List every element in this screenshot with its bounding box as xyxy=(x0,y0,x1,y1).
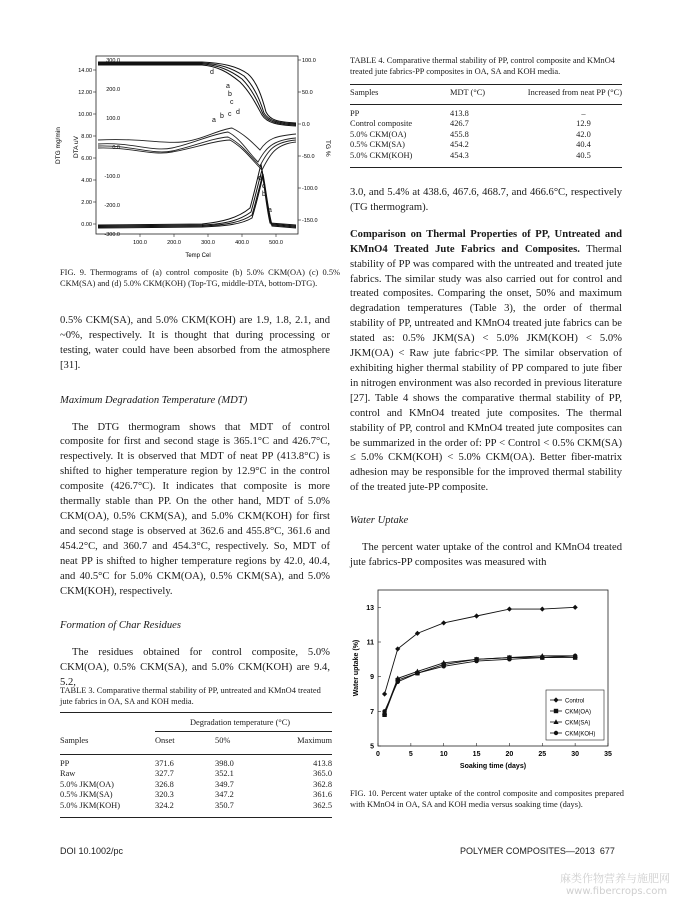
table4-cell: 455.8 xyxy=(450,129,469,139)
table3-cell: 326.8 xyxy=(155,779,174,789)
data-point xyxy=(396,680,400,684)
table3-mid-rule xyxy=(60,754,332,755)
fig9-y-mid-label: DTA uV xyxy=(73,136,80,158)
data-point xyxy=(442,664,446,668)
fig10-x-axis-label: Soaking time (days) xyxy=(459,763,527,770)
fig9-curve-letter: a xyxy=(226,83,230,90)
data-point xyxy=(507,606,512,611)
table3-group-header: Degradation temperature (°C) xyxy=(190,718,291,727)
fig9-curve-letter: d xyxy=(210,69,214,76)
fig9-mid-tick-label: 100.0 xyxy=(106,116,120,122)
fig9-mid-tick-label: -200.0 xyxy=(104,203,120,209)
fig10-chart xyxy=(346,578,626,788)
data-point xyxy=(554,731,558,735)
fig10-y-tick-label: 9 xyxy=(370,674,374,682)
fig9-left-tick-label: 4.00 xyxy=(81,178,92,184)
table-row xyxy=(350,130,622,140)
table-row xyxy=(60,801,332,811)
right-para-3: The percent water uptake of the control and KMnO4 treated jute fabrics-PP composites was measured with xyxy=(350,542,622,568)
table4-cell: 413.8 xyxy=(450,109,469,118)
fig9-left-tick-label: 14.00 xyxy=(78,68,92,74)
fig9-x-tick-label: 200.0 xyxy=(167,240,181,246)
table3-cell: PP xyxy=(60,759,70,768)
right-column xyxy=(350,186,622,571)
legend-label: CKM(SA) xyxy=(565,720,591,727)
footer-journal-name: POLYMER COMPOSITES—2013 xyxy=(460,846,595,856)
heading-water-uptake: Water Uptake xyxy=(350,515,409,527)
table3-body xyxy=(60,759,332,811)
data-point xyxy=(474,613,479,618)
table4-cell: 42.0 xyxy=(576,129,591,139)
table3-cell: 350.7 xyxy=(215,800,234,810)
table3-cell: 352.1 xyxy=(215,769,234,779)
fig10-x-tick-label: 25 xyxy=(538,751,547,758)
data-point xyxy=(415,671,419,675)
data-point xyxy=(540,655,544,659)
table4-cell: PP xyxy=(350,109,360,118)
fig9-left-tick-label: 0.00 xyxy=(81,222,92,228)
data-point xyxy=(441,620,446,625)
table3 xyxy=(60,736,332,746)
fig9-thermogram xyxy=(52,52,332,264)
table-row xyxy=(60,769,332,779)
table3-cell: 398.0 xyxy=(215,759,234,768)
table4-cell: 0.5% CKM(SA) xyxy=(350,140,405,150)
table3-cell: 349.7 xyxy=(215,779,234,789)
legend-label: CKM(OA) xyxy=(565,709,591,716)
table-row xyxy=(60,780,332,790)
fig9-curve-letter: b xyxy=(228,91,232,98)
fig9-curve-letter: c xyxy=(262,183,266,190)
table-row xyxy=(350,151,622,161)
data-point xyxy=(540,606,545,611)
fig10-x-tick-label: 20 xyxy=(505,751,514,758)
series-control xyxy=(382,605,578,697)
table4-header: Increased from neat PP (°C) xyxy=(527,88,622,97)
table3-cell: 324.2 xyxy=(155,800,174,810)
footer-page: 677 xyxy=(599,846,615,856)
fig9-left-tick-label: 10.00 xyxy=(78,112,92,118)
fig9-mid-tick-label: -300.0 xyxy=(104,232,120,238)
data-point xyxy=(474,659,478,663)
footer-doi: DOI 10.1002/pc xyxy=(60,846,124,856)
table3-bottom-rule xyxy=(60,817,332,818)
table3-cell: Raw xyxy=(60,769,76,779)
fig10-y-tick-label: 5 xyxy=(370,743,374,751)
fig9-left-tick-label: 2.00 xyxy=(81,200,92,206)
legend-label: Control xyxy=(565,698,585,705)
table3-cell: 5.0% JKM(KOH) xyxy=(60,800,121,810)
fig9-curve-letter: d xyxy=(236,109,240,116)
legend-label: CKM(KOH) xyxy=(565,731,596,738)
table-row xyxy=(350,140,622,150)
fig10 xyxy=(346,578,626,788)
fig9-right-tick-label: -150.0 xyxy=(302,218,318,224)
fig10-x-tick-label: 10 xyxy=(439,751,448,758)
table3-cell: 365.0 xyxy=(313,769,332,779)
fig9-left-tick-label: 8.00 xyxy=(81,134,92,140)
series-line xyxy=(385,607,576,694)
watermark-url: www.fibercrops.com xyxy=(566,886,668,897)
footer-journal xyxy=(460,846,615,856)
table3-group-rule xyxy=(155,731,332,732)
fig10-x-tick-label: 5 xyxy=(408,751,413,758)
fig9-curve-letter: a xyxy=(268,207,272,214)
table-row xyxy=(60,790,332,800)
table4-cell: Control composite xyxy=(350,119,413,129)
table3-header: Maximum xyxy=(297,736,332,745)
data-point xyxy=(507,657,511,661)
table3-header: Onset xyxy=(155,736,175,745)
watermark-cn: 麻类作物营养与施肥网 xyxy=(560,872,670,885)
left-para-1: 0.5% CKM(SA), and 5.0% CKM(KOH) are 1.9, 1.8, 2.1, and ~0%, respectively. It is thought that during processing or testing, water could have been absorbed from the atmosphere [31]. xyxy=(60,315,330,371)
table4 xyxy=(350,88,622,98)
heading-comparison: Comparison on Thermal Properties of PP, Untreated and KMnO4 Treated Jute Fabrics and Composites. xyxy=(350,228,622,255)
table-row xyxy=(350,109,622,119)
data-point xyxy=(382,691,387,696)
left-para-3: The residues obtained for control composite, 5.0% CKM(OA), 0.5% CKM(SA), and 5.0% CKM(KOH) are 9.4, 5.2, xyxy=(60,647,330,689)
table3-header-row xyxy=(60,736,332,746)
fig10-caption: FIG. 10. Percent water uptake of the control composite and composites prepared with KMnO4 in OA, SA and KOH media versus soaking time (days). xyxy=(350,789,624,810)
table3-cell: 362.5 xyxy=(313,800,332,810)
table4-cell: 12.9 xyxy=(576,119,591,129)
table4-cell: 5.0% CKM(KOH) xyxy=(350,150,413,160)
table4-cell: – xyxy=(581,109,586,118)
fig10-y-tick-label: 11 xyxy=(366,639,374,647)
table4-cell: 40.5 xyxy=(576,150,591,160)
data-point xyxy=(573,605,578,610)
table3-header: 50% xyxy=(215,736,231,745)
fig9-left-ticks xyxy=(78,68,96,228)
table4-top-rule xyxy=(350,84,622,85)
table3-cell: 362.8 xyxy=(313,779,332,789)
table3-cell: 320.3 xyxy=(155,790,174,800)
table3-top-rule xyxy=(60,712,332,713)
fig9-right-tick-label: -50.0 xyxy=(302,154,315,160)
table4-mid-rule xyxy=(350,104,622,105)
fig9-right-tick-label: 0.0 xyxy=(302,122,310,128)
fig10-x-tick-label: 30 xyxy=(571,751,580,758)
left-para-2: The DTG thermogram shows that MDT of control composite for first and second stage is 365.1°C and 426.7°C, respectively. It is observed that MDT of neat PP (413.8°C) is shifted to higher temperature region by 12.9°C in the control composite (426.7°C). It indicates that composite is more thermally stable than PP. On the other hand, MDT of 5.0% CKM(OA), 0.5% CKM(SA), and 5.0% CKM(KOH) for first and second stage is observed at 362.6 and 455.8°C, 361.6 and 454.2°C, and 360.7 and 454.3°C, respectively. So, MDT of neat PP is shifted to higher temperature regions by 42.0, 40.4, and 40.5°C for 5.0% CKM(OA), 0.5% CKM(SA), and 5.0% CKM(KOH), respectively. xyxy=(60,421,330,597)
table4-cell: 426.7 xyxy=(450,119,469,129)
table4-cell: 454.3 xyxy=(450,150,469,160)
heading-mdt: Maximum Degradation Temperature (MDT) xyxy=(60,394,248,406)
fig10-y-tick-label: 13 xyxy=(366,604,374,612)
table4-header: Samples xyxy=(350,88,379,97)
fig9-curve-letter: d xyxy=(258,175,262,182)
table4-header-row xyxy=(350,88,622,98)
table4-body xyxy=(350,109,622,161)
data-point xyxy=(382,709,386,713)
table4-bottom-rule xyxy=(350,167,622,168)
data-point xyxy=(573,654,577,658)
fig9-right-tick-label: -100.0 xyxy=(302,186,318,192)
table4-caption: TABLE 4. Comparative thermal stability of PP, control composite and KMnO4 treated jute fabrics-PP composites in OA, SA and KOH media. xyxy=(350,56,615,76)
table3-caption: TABLE 3. Comparative thermal stability of PP, untreated and KMnO4 treated jute fabrics in OA, SA and KOH media. xyxy=(60,686,321,706)
fig9-x-label: Temp Cel xyxy=(185,253,211,259)
fig9-y-left-label: DTG mg/min xyxy=(55,127,62,164)
right-para-2-block xyxy=(350,228,622,496)
fig9-left-tick-label: 6.00 xyxy=(81,156,92,162)
heading-char-residues: Formation of Char Residues xyxy=(60,620,181,632)
table3-cell: 371.6 xyxy=(155,759,174,768)
table3-cell: 5.0% JKM(OA) xyxy=(60,779,114,789)
fig9-mid-tick-label: 300.0 xyxy=(106,58,120,64)
fig9 xyxy=(52,52,332,264)
table3-header: Samples xyxy=(60,736,89,745)
table4-header: MDT (°C) xyxy=(450,88,486,97)
table3-cell: 0.5% JKM(SA) xyxy=(60,790,113,800)
fig10-x-tick-label: 35 xyxy=(604,751,612,758)
table3-cell: 361.6 xyxy=(313,790,332,800)
fig9-x-ticks xyxy=(133,234,283,246)
fig9-y-right-label: TG % xyxy=(324,140,331,157)
fig9-mid-tick-label: -100.0 xyxy=(104,174,120,180)
table3-cell: 413.8 xyxy=(313,759,332,768)
fig9-right-tick-label: 50.0 xyxy=(302,90,313,96)
fig9-curve-letter: a xyxy=(212,117,216,124)
right-para-1: 3.0, and 5.4% at 438.6, 467.6, 468.7, and 466.6°C, respectively (TG thermogram). xyxy=(350,187,622,213)
fig9-right-ticks xyxy=(298,58,318,224)
table4-cell: 454.2 xyxy=(450,140,469,150)
fig9-x-tick-label: 300.0 xyxy=(201,240,215,246)
data-point xyxy=(554,709,558,713)
fig9-right-tick-label: 100.0 xyxy=(302,58,316,64)
table3-cell: 347.2 xyxy=(215,790,234,800)
right-para-2: Thermal stability of PP was compared with the untreated and treated jute fabrics. The similar study was also carried out for control and treated composites. Comparing the onset, 50% and maximum degradation temperatures (Table 3), the order of thermal stability of PP, untreated and KMnO4 treated jute fabrics can be stated as: 0.5% JKM(SA) < 5.0% JKM(KOH) < 5.0% JKM(OA) < Raw jute fabric<PP. The similar observation of exhibiting higher thermal stability of PP compared to jute fiber in nitrogen environment was also recorded in previous literature [27]. Table 4 shows the comparative thermal stability of PP, control and KMnO4 treated jute composites. The thermal stability of PP, control and KMnO4 treated jute composites can be summarized in the order of: PP < Control < 0.5% CKM(SA) ≤ 5.0% CKM(KOH) < 5.0% CKM(OA). Better fiber-matrix adhesion may be responsible for the improved thermal stability of the treated jute-PP composite. xyxy=(350,243,622,494)
fig9-left-tick-label: 12.00 xyxy=(78,90,92,96)
fig10-y-axis-label: Water uptake (%) xyxy=(353,639,360,697)
fig9-x-tick-label: 500.0 xyxy=(269,240,283,246)
fig10-legend xyxy=(546,690,604,740)
table-row xyxy=(350,119,622,129)
fig9-curve-letter: b xyxy=(262,191,266,198)
table-row xyxy=(60,759,332,769)
left-column xyxy=(60,314,330,691)
fig9-x-tick-label: 100.0 xyxy=(133,240,147,246)
fig9-x-tick-label: 400.0 xyxy=(235,240,249,246)
fig10-y-tick-label: 7 xyxy=(370,708,374,716)
fig10-x-tick-label: 15 xyxy=(472,751,481,758)
fig9-curve-letter: b xyxy=(220,113,224,120)
fig9-curve-letter: c xyxy=(230,99,234,106)
fig9-mid-tick-label: 0.0 xyxy=(112,145,120,151)
fig9-curve-letter: c xyxy=(228,111,232,118)
fig10-x-tick-label: 0 xyxy=(376,751,380,758)
table4-cell: 5.0% CKM(OA) xyxy=(350,129,407,139)
fig9-caption: FIG. 9. Thermograms of (a) control composite (b) 5.0% CKM(OA) (c) 0.5% CKM(SA) and (d) 5.0% CKM(KOH) (Top-TG, middle-DTA, bottom-DTG). xyxy=(60,268,340,289)
table4-cell: 40.4 xyxy=(576,140,591,150)
fig9-mid-tick-label: 200.0 xyxy=(106,87,120,93)
table3-cell: 327.7 xyxy=(155,769,174,779)
